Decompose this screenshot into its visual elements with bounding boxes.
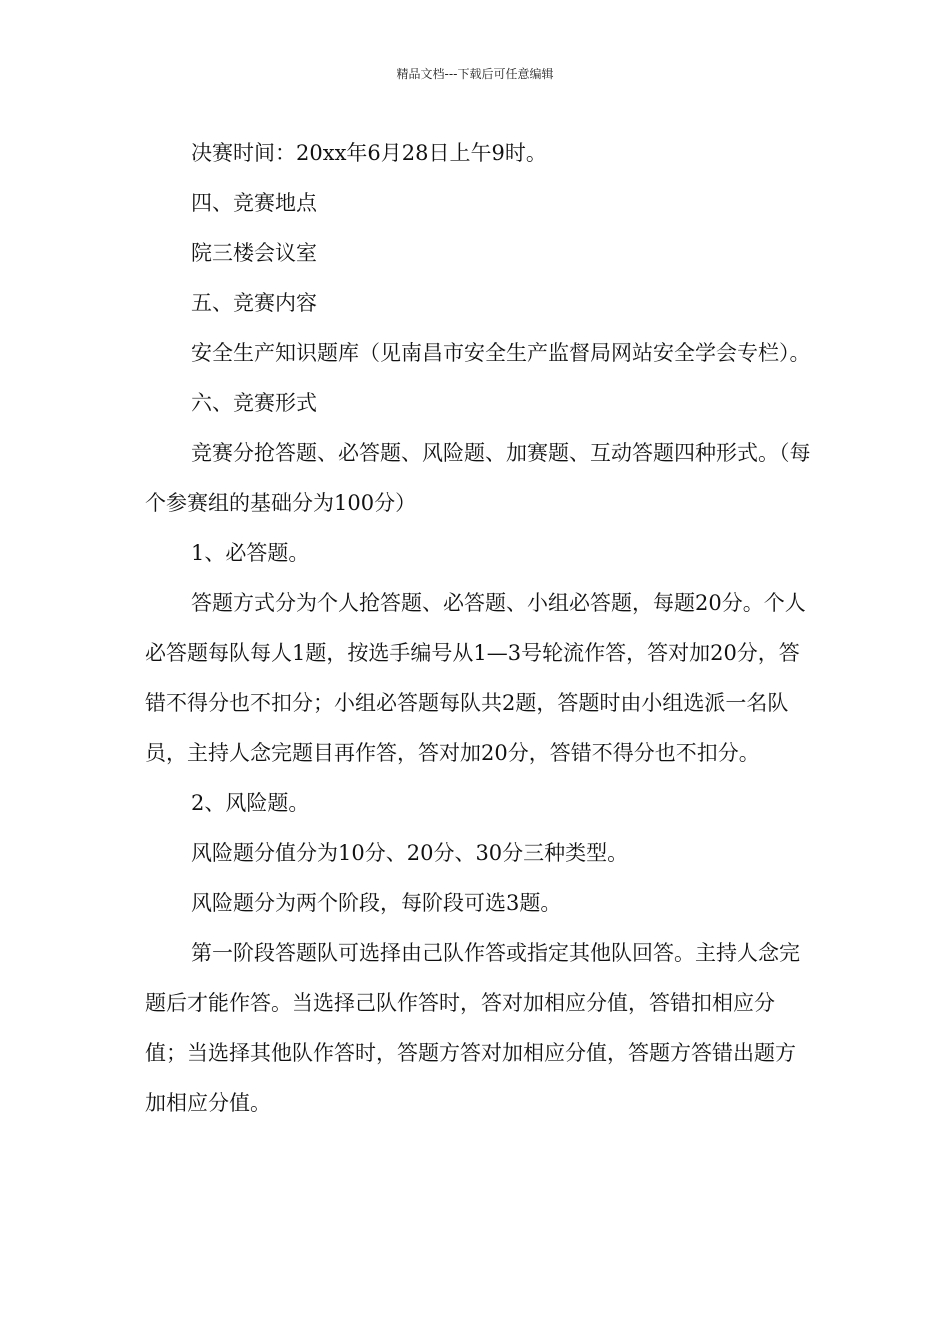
format-paragraph: 竞赛分抢答题、必答题、风险题、加赛题、互动答题四种形式。（每个参赛组的基础分为100分） [145,441,811,515]
subsection-heading-risk: 2、风险题。 [191,791,310,815]
risk-stages-paragraph: 风险题分为两个阶段，每阶段可选3题。 [191,891,562,915]
document-body [145,128,815,1128]
location-paragraph: 院三楼会议室 [191,241,317,265]
required-questions-paragraph: 答题方式分为个人抢答题、必答题、小组必答题，每题20分。个人必答题每队每人1题，按选手编号从1—3号轮流作答，答对加20分，答错不得分也不扣分；小组必答题每队共2题，答题时由小组选派一名队员，主持人念完题目再作答，答对加20分，答错不得分也不扣分。 [145,591,806,765]
final-time-paragraph: 决赛时间：20xx年6月28日上午9时。 [191,141,547,165]
risk-stage-one-paragraph: 第一阶段答题队可选择由己队作答或指定其他队回答。主持人念完题后才能作答。当选择己队作答时，答对加相应分值，答错扣相应分值；当选择其他队作答时，答题方答对加相应分值，答题方答错出题方加相应分值。 [145,941,800,1115]
page-header: 精品文档---下载后可任意编辑 [396,67,554,81]
section-heading-content: 五、竞赛内容 [191,291,317,315]
content-paragraph: 安全生产知识题库（见南昌市安全生产监督局网站安全学会专栏）。 [191,341,811,365]
section-heading-location: 四、竞赛地点 [191,191,317,215]
risk-values-paragraph: 风险题分值分为10分、20分、30分三种类型。 [191,841,629,865]
section-heading-format: 六、竞赛形式 [191,391,317,415]
subsection-heading-required: 1、必答题。 [191,541,310,565]
